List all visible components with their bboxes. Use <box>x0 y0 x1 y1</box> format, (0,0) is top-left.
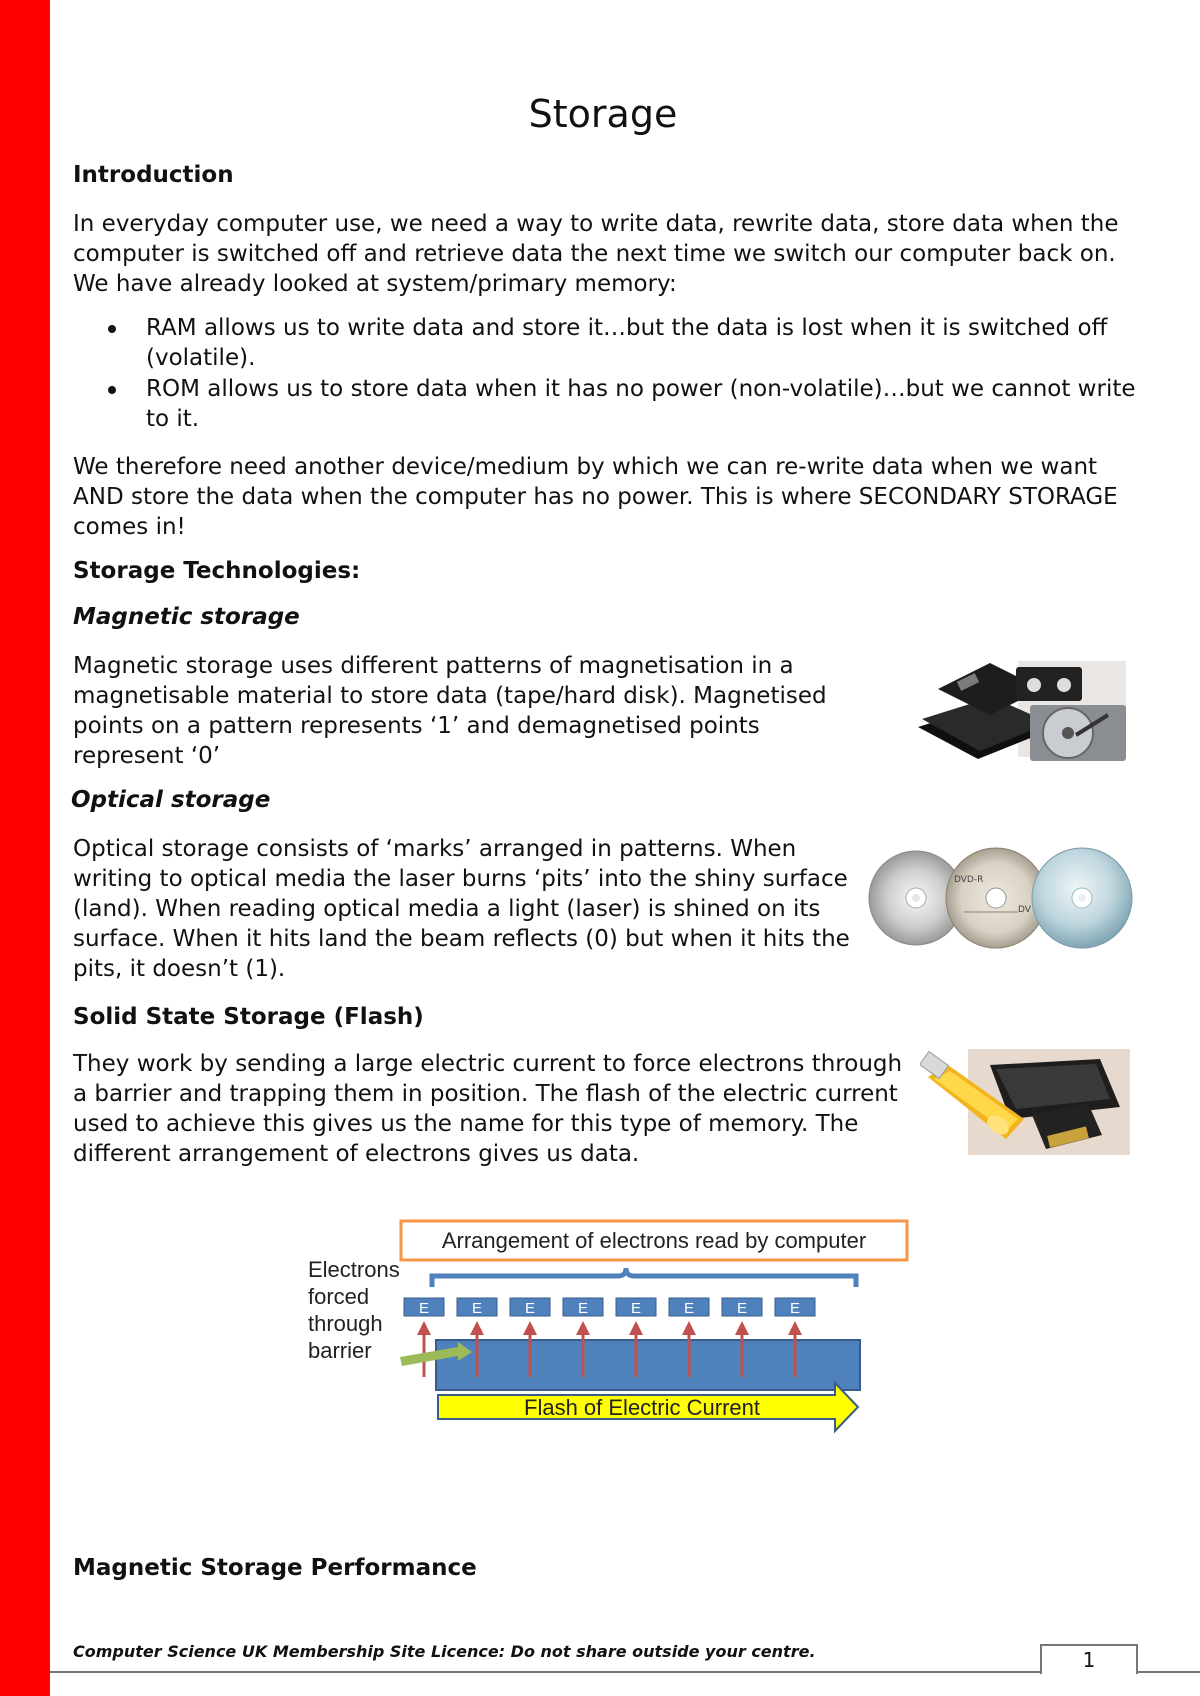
electron-letter: E <box>630 1300 642 1317</box>
electron-letter: E <box>418 1300 430 1317</box>
optical-discs-image <box>868 842 1136 954</box>
electron-arrow-head <box>629 1321 643 1335</box>
page-number: 1 <box>1082 1648 1096 1672</box>
disc-label-text: DV <box>1018 905 1031 915</box>
electron-arrow-head <box>470 1321 484 1335</box>
side-label-line: barrier <box>308 1338 372 1363</box>
electron-letter: E <box>524 1300 536 1317</box>
electron-arrow-head <box>417 1321 431 1335</box>
optical-storage-heading: Optical storage <box>71 787 271 813</box>
side-label-line: forced <box>308 1284 370 1309</box>
list-item: ROM allows us to store data when it has no power (non-volatile)…but we cannot write to it. <box>146 376 1136 432</box>
electron-row <box>404 1298 815 1317</box>
list-item: RAM allows us to write data and store it…but the data is lost when it is switched off (volatile). <box>146 313 1136 373</box>
electron-arrow-head <box>735 1321 749 1335</box>
flash-memory-diagram <box>300 1215 920 1449</box>
electron-letter: E <box>789 1300 801 1317</box>
introduction-heading: Introduction <box>73 162 234 188</box>
side-label-line: Electrons <box>308 1257 400 1282</box>
secondary-storage-paragraph: We therefore need another device/medium by which we can re-write data when we want AND store the data when the computer has no power. This is where SECONDARY STORAGE comes in! <box>73 454 1118 540</box>
electron-letter: E <box>471 1300 483 1317</box>
electron-arrow-head <box>682 1321 696 1335</box>
disc-label-text: DVD-R <box>954 875 984 885</box>
magnetic-storage-text: Magnetic storage uses different patterns of magnetisation in a magnetisable material to store data (tape/hard disk). Magnetised points on a pattern represents ‘1’ and demagnetised points represent ‘0’ <box>73 653 827 769</box>
introduction-paragraph: In everyday computer use, we need a way to write data, rewrite data, store data when the computer is switched off and retrieve data the next time we switch our computer back on. We have already looked at system/primary memory: <box>73 211 1119 297</box>
footer-licence: Computer Science UK Membership Site Licence: Do not share outside your centre. <box>73 1642 816 1661</box>
magnetic-media-image <box>918 655 1130 769</box>
red-margin-bar <box>0 0 50 1696</box>
optical-storage-text: Optical storage consists of ‘marks’ arranged in patterns. When writing to optical media the laser burns ‘pits’ into the shiny surface (land). When reading optical media a light (laser) is shined on its surface. When it hits land the beam reflects (0) but when it hits the pits, it doesn’t (1). <box>73 836 850 982</box>
electron-arrow-head <box>576 1321 590 1335</box>
page-number-box <box>1040 1644 1138 1674</box>
electron-arrow-head <box>523 1321 537 1335</box>
solid-state-heading: Solid State Storage (Flash) <box>73 1004 424 1030</box>
solid-state-text: They work by sending a large electric current to force electrons through a barrier and trapping them in position. The flash of the electric current used to achieve this gives us the name for this type of memory. The different arrangement of electrons gives us data. <box>73 1051 903 1167</box>
magnetic-performance-heading: Magnetic Storage Performance <box>73 1555 477 1581</box>
electron-letter: E <box>577 1300 589 1317</box>
magnetic-storage-heading: Magnetic storage <box>73 604 300 630</box>
storage-technologies-heading: Storage Technologies: <box>73 558 361 584</box>
reading-bracket <box>432 1268 856 1287</box>
memory-bullet-list <box>73 313 1200 435</box>
arrangement-label: Arrangement of electrons read by computer <box>441 1228 867 1253</box>
electric-current-label: Flash of Electric Current <box>524 1395 760 1420</box>
electron-arrow-head <box>788 1321 802 1335</box>
flash-storage-image <box>920 1047 1132 1163</box>
side-label-line: through <box>308 1311 383 1336</box>
page-title: Storage <box>528 92 678 136</box>
electron-letter: E <box>683 1300 695 1317</box>
footer-rule <box>50 1671 1200 1673</box>
electron-letter: E <box>736 1300 748 1317</box>
